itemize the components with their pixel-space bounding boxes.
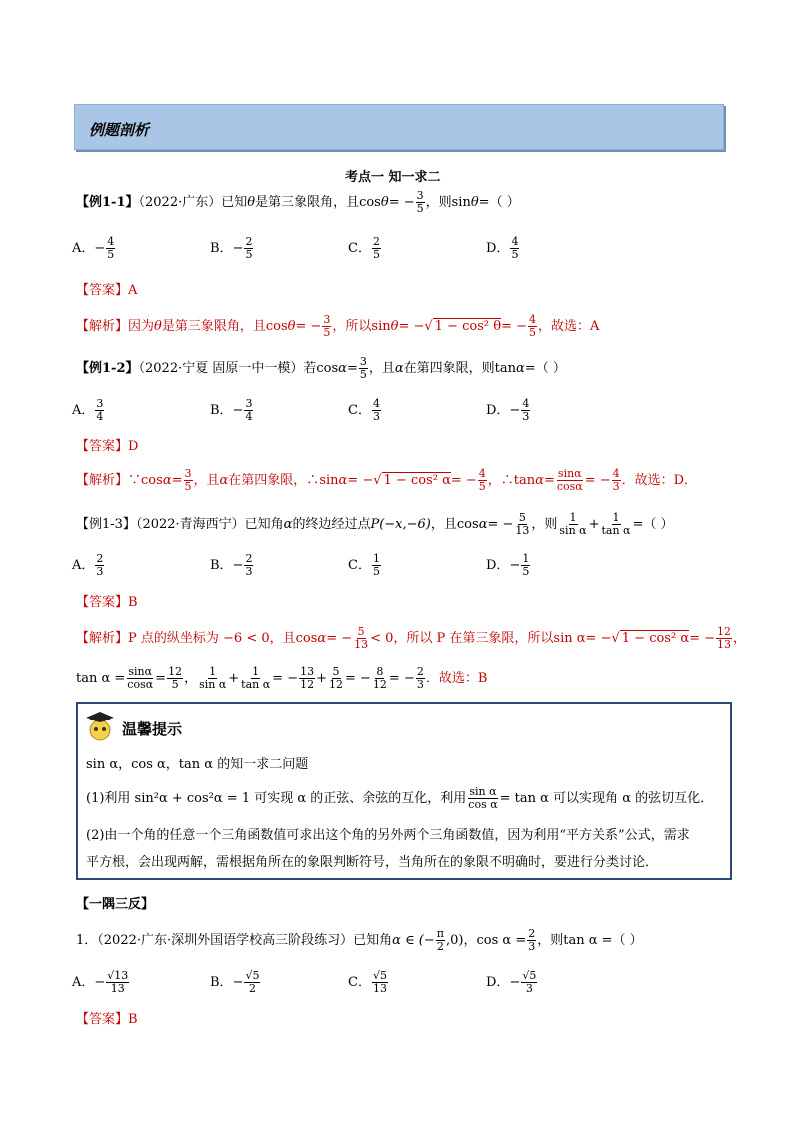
tip-line-3: (2)由一个角的任意一个三角函数值可求出这个角的另外两个三角函数值，因为利用“平方关系”公式，需求 xyxy=(86,828,690,843)
example-1-3-question: 【例1-3】（2022·青海西宁）已知角α的终边经过点P(−x,−6)，且cosα= − $\frac{5}{13}$ ，则 $\frac{1}{\text{sin α}}$ + $\frac{1}{\text{tan α}}$ =（ ） xyxy=(76,511,674,537)
tip-line-4: 平方根，会出现两解，需根据角所在的象限判断符号，当角所在的象限不明确时，要进行分类讨论． xyxy=(86,855,659,870)
ex3-option-b: B．− $\frac{2}{3}$ xyxy=(210,552,253,578)
example-1-1-question: 【例1-1】（2022·广东）已知θ是第三象限角，且cosθ= − $\frac{3}{5}$ ，则sinθ=（ ） xyxy=(76,189,520,215)
practice-option-c: C． $\frac{√5}{13}$ xyxy=(348,969,387,995)
practice-answer: 【答案】B xyxy=(76,1012,138,1027)
fraction: $\frac{3}{5}$ xyxy=(416,189,424,215)
topic-title: 考点一 知一求二 xyxy=(345,170,441,185)
practice-q1: 1．（2022·广东·深圳外国语学校高三阶段练习）已知角α ∈ (− $\frac{\pi}{2}$ ,0)，cos α = $\frac{2}{3}$ ，则tan α =（ ） xyxy=(76,927,643,953)
ex1-option-b: B．− $\frac{2}{5}$ xyxy=(210,235,253,261)
example-tag: 【例1-2】 xyxy=(76,361,139,376)
ex1-option-c: C． $\frac{2}{5}$ xyxy=(348,235,380,261)
ex2-option-d: D．− $\frac{4}{3}$ xyxy=(486,397,530,423)
example-1-2-question: 【例1-2】（2022·宁夏 固原一中一模）若cosα= $\frac{3}{5}$ ，且α在第四象限，则tanα=（ ） xyxy=(76,355,566,381)
ex3-option-a: A． $\frac{2}{3}$ xyxy=(72,552,104,578)
ex1-option-d: D． $\frac{4}{5}$ xyxy=(486,235,519,261)
tip-title: 温馨提示 xyxy=(122,720,183,738)
ex2-option-a: A． $\frac{3}{4}$ xyxy=(72,397,104,423)
ex3-analysis-line1: 【解析】P 点的纵坐标为 −6 < 0，且cosα= − $\frac{5}{13}$ < 0，所以 P 在第三象限，所以sin α= −√ 1 − cos² α= − $\frac{12}{13}$ ， xyxy=(76,625,747,651)
section-banner-title: 例题剖析 xyxy=(89,121,150,139)
practice-option-a: A．− $\frac{√13}{13}$ xyxy=(72,969,129,995)
ex1-option-a: A．− $\frac{4}{5}$ xyxy=(72,235,115,261)
ex3-option-c: C． $\frac{1}{5}$ xyxy=(348,552,380,578)
practice-header: 【一隅三反】 xyxy=(76,897,155,912)
ex1-answer: 【答案】A xyxy=(76,283,138,298)
ex1-analysis: 【解析】因为θ是第三象限角，且cosθ= − $\frac{3}{5}$ ，所以sinθ= −√ 1 − cos² θ= − $\frac{4}{5}$ ，故选：A xyxy=(76,313,600,339)
ex2-analysis: 【解析】∵cosα= $\frac{3}{5}$ ，且α在第四象限，∴sinα= −√ 1 − cos² α= − $\frac{4}{5}$ ，∴tanα= $\frac{\sin\alpha}{\cos\alpha}$ = − $\frac{4}{3}$ ．故选：D． xyxy=(76,467,698,493)
ex3-analysis-line2: tan α = $\frac{\sin\alpha}{\cos\alpha}$ = $\frac{12}{5}$ ， $\frac{1}{\text{sin α}}$ + $\frac{1}{\text{tan α}}$ = − $\frac{13}{12}$ + $\frac{5}{12}$ = − $\frac{8}{12}$ = − $\frac{2}{3}$ ．故选：B xyxy=(76,665,488,691)
section-banner xyxy=(74,104,724,150)
example-tag: 【例1-1】 xyxy=(76,195,139,210)
practice-option-b: B．− $\frac{√5}{2}$ xyxy=(210,969,260,995)
ex3-answer: 【答案】B xyxy=(76,595,138,610)
ex2-answer: 【答案】D xyxy=(76,439,139,454)
ex2-option-b: B．− $\frac{3}{4}$ xyxy=(210,397,253,423)
example-tag: 【例1-3】 xyxy=(76,517,136,532)
ex3-option-d: D．− $\frac{1}{5}$ xyxy=(486,552,530,578)
practice-option-d: D．− $\frac{√5}{3}$ xyxy=(486,969,537,995)
tip-line-2: (1)利用 sin²α + cos²α = 1 可实现 α 的正弦、余弦的互化，利用 $\frac{\text{sin α}}{\text{cos α}}$ = tan α 可以实现角 α 的弦切互化． xyxy=(86,785,714,811)
student-mascot-icon xyxy=(86,712,114,742)
ex2-option-c: C． $\frac{4}{3}$ xyxy=(348,397,380,423)
tip-line-1: sin α，cos α，tan α 的知一求二问题 xyxy=(86,757,309,772)
